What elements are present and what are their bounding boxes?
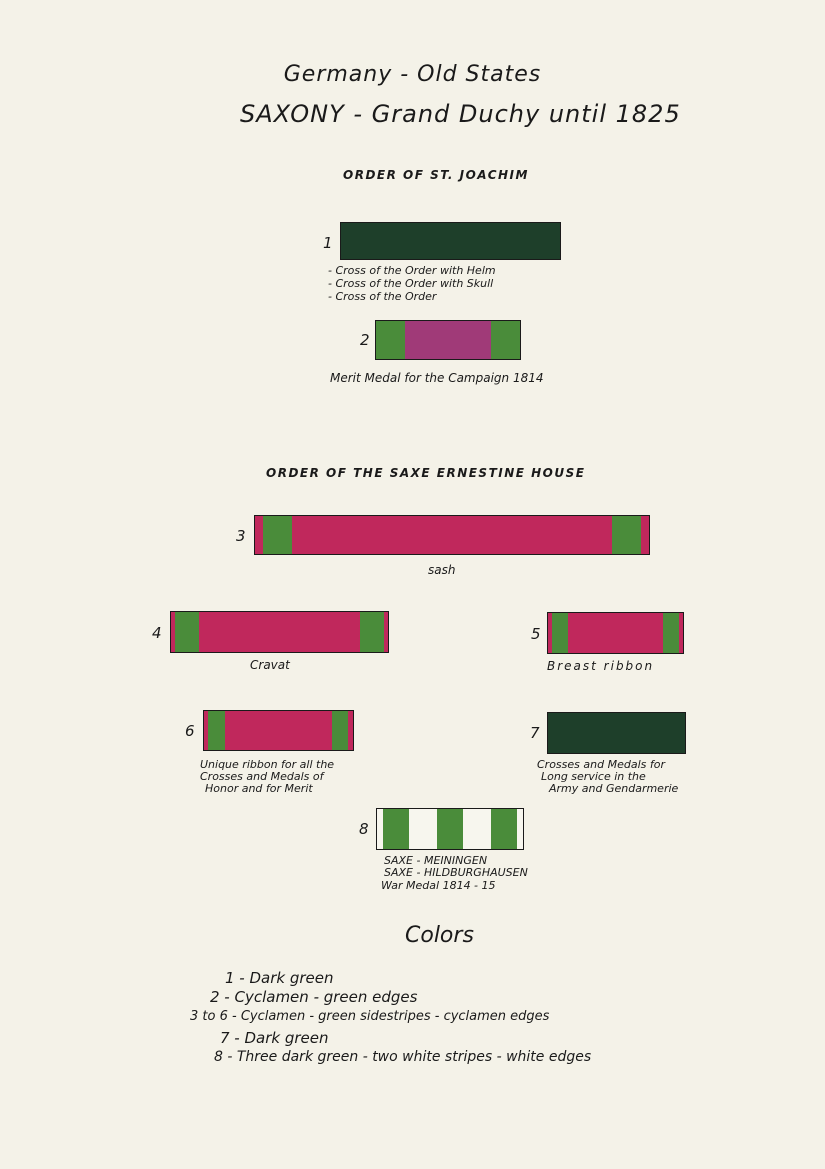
ribbon-number-1: 1 — [323, 234, 333, 252]
ribbon-number-8: 8 — [359, 820, 369, 838]
ribbon-number-2: 2 — [360, 331, 370, 349]
ribbon-number-4: 4 — [152, 624, 162, 642]
ribbon-5 — [547, 612, 684, 654]
ribbon-1-caption-1: - Cross of the Order with Helm — [328, 264, 496, 277]
ribbon-3-caption: sash — [428, 563, 456, 577]
color-legend-4: 7 - Dark green — [220, 1029, 329, 1047]
color-legend-5: 8 - Three dark green - two white stripes - white edges — [214, 1049, 592, 1065]
ribbon-1-caption-3: - Cross of the Order — [328, 290, 437, 303]
ribbon-2-caption: Merit Medal for the Campaign 1814 — [330, 371, 544, 385]
page-title: Germany - Old States — [283, 62, 542, 87]
ribbon-5-caption: Breast ribbon — [547, 659, 655, 673]
ribbon-6 — [203, 710, 354, 751]
ribbon-1-caption-2: - Cross of the Order with Skull — [328, 277, 494, 290]
ribbon-3 — [254, 515, 650, 555]
section-title-st-joachim: ORDER OF ST. JOACHIM — [343, 168, 529, 182]
ribbon-7 — [547, 712, 686, 754]
ribbon-number-6: 6 — [185, 722, 195, 740]
page-subtitle: SAXONY - Grand Duchy until 1825 — [240, 100, 681, 128]
ribbon-8 — [376, 808, 524, 850]
ribbon-1 — [340, 222, 561, 260]
ribbon-7-caption-2: Long service in the — [541, 770, 646, 783]
ribbon-6-caption-2: Crosses and Medals of — [200, 770, 324, 783]
ribbon-number-5: 5 — [531, 625, 541, 643]
ribbon-2 — [375, 320, 521, 360]
ribbon-6-caption-3: Honor and for Merit — [205, 782, 313, 795]
ribbon-number-3: 3 — [236, 527, 246, 545]
ribbon-4-caption: Cravat — [250, 658, 290, 672]
ribbon-6-caption-1: Unique ribbon for all the — [200, 758, 335, 771]
color-legend-1: 1 - Dark green — [225, 969, 334, 987]
ribbon-4 — [170, 611, 389, 653]
color-legend-3: 3 to 6 - Cyclamen - green sidestripes - cyclamen edges — [190, 1009, 550, 1024]
ribbon-8-caption-2: SAXE - HILDBURGHAUSEN — [384, 866, 528, 879]
ribbon-8-caption-3: War Medal 1814 - 15 — [381, 879, 496, 892]
color-legend-2: 2 - Cyclamen - green edges — [210, 988, 418, 1006]
ribbon-8-caption-1: SAXE - MEININGEN — [384, 854, 488, 867]
colors-title: Colors — [405, 923, 474, 948]
ribbon-number-7: 7 — [530, 724, 540, 742]
ribbon-7-caption-1: Crosses and Medals for — [537, 758, 665, 771]
ribbon-7-caption-3: Army and Gendarmerie — [549, 782, 679, 795]
section-title-saxe-ernestine: ORDER OF THE SAXE ERNESTINE HOUSE — [266, 466, 586, 480]
